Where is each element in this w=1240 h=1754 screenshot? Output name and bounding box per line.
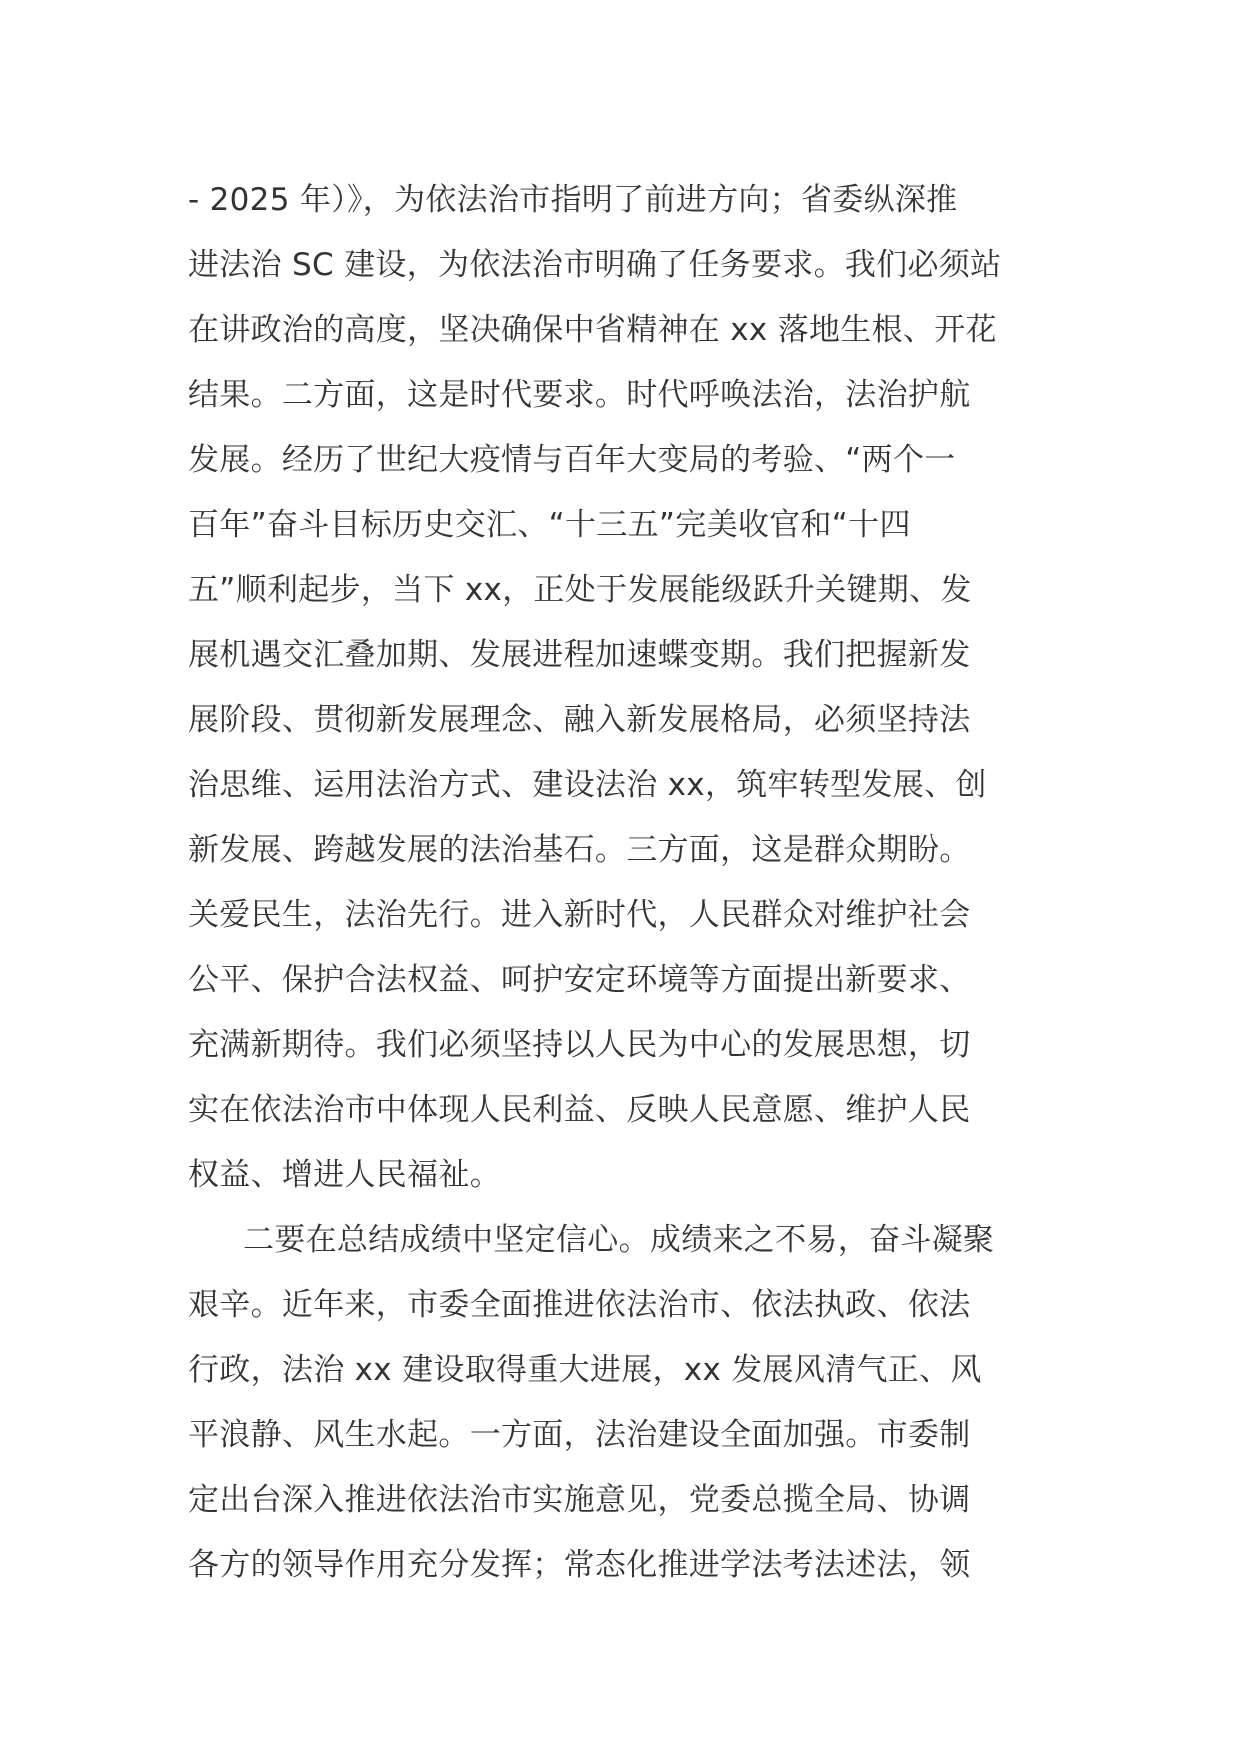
text-line: 治思维、运用法治方式、建设法治 xx，筑牢转型发展、创 [188,767,987,803]
text-line: 权益、增进人民福祉。 [188,1157,501,1193]
text-line: 实在依法治市中体现人民利益、反映人民意愿、维护人民 [188,1092,971,1128]
text-line: 展机遇交汇叠加期、发展进程加速蝶变期。我们把握新发 [188,637,971,673]
document-body [188,168,1068,1598]
paragraph-1 [188,168,1068,1208]
text-line: 发展。经历了世纪大疫情与百年大变局的考验、“两个一 [188,442,956,478]
text-line: 行政，法治 xx 建设取得重大进展，xx 发展风清气正、风 [188,1352,982,1388]
text-line: 展阶段、贯彻新发展理念、融入新发展格局，必须坚持法 [188,702,971,738]
text-line: 百年”奋斗目标历史交汇、“十三五”完美收官和“十四 [188,507,911,543]
text-line: 公平、保护合法权益、呵护安定环境等方面提出新要求、 [188,962,971,998]
text-line: 五”顺利起步，当下 xx，正处于发展能级跃升关键期、发 [188,572,972,608]
text-line: 新发展、跨越发展的法治基石。三方面，这是群众期盼。 [188,832,971,868]
text-line: 结果。二方面，这是时代要求。时代呼唤法治，法治护航 [188,377,971,413]
text-line: 充满新期待。我们必须坚持以人民为中心的发展思想，切 [188,1027,971,1063]
text-line: 二要在总结成绩中坚定信心。成绩来之不易，奋斗凝聚 [243,1222,995,1258]
text-line: 平浪静、风生水起。一方面，法治建设全面加强。市委制 [188,1417,971,1453]
text-line: - 2025 年）》，为依法治市指明了前进方向；省委纵深推 [188,182,958,218]
text-line: 各方的领导作用充分发挥；常态化推进学法考法述法，领 [188,1547,971,1583]
text-line: 关爱民生，法治先行。进入新时代，人民群众对维护社会 [188,897,971,933]
text-line: 在讲政治的高度，坚决确保中省精神在 xx 落地生根、开花 [188,312,997,348]
text-line: 定出台深入推进依法治市实施意见，党委总揽全局、协调 [188,1482,971,1518]
text-line: 进法治 SC 建设，为依法治市明确了任务要求。我们必须站 [188,247,1002,283]
paragraph-2 [188,1208,1068,1598]
text-line: 艰辛。近年来，市委全面推进依法治市、依法执政、依法 [188,1287,971,1323]
